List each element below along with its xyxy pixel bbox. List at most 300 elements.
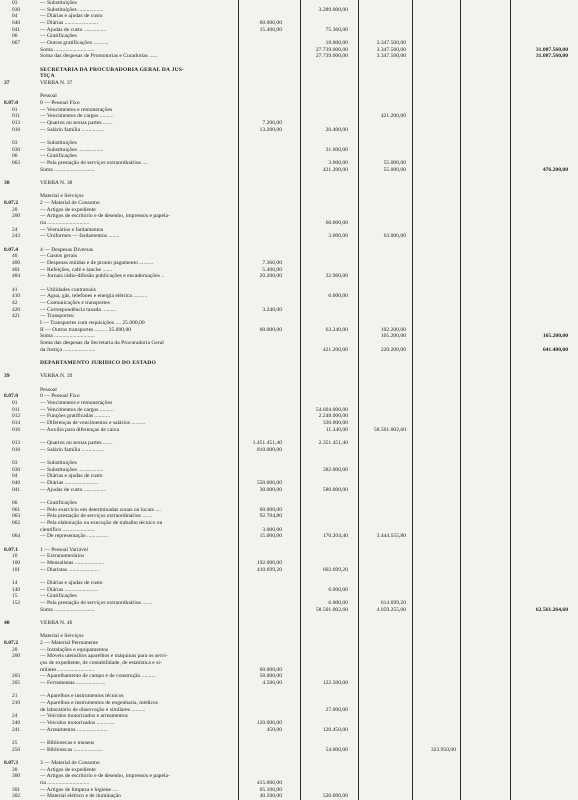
table-row <box>0 180 578 187</box>
amount-subtotal: 75.360,00 <box>325 26 348 33</box>
table-row <box>0 613 578 620</box>
item-description: — Ferramentas ..................... <box>40 680 106 686</box>
item-number: 030 <box>12 466 21 473</box>
table-row <box>0 427 578 434</box>
table-row <box>0 467 578 474</box>
table-row <box>0 647 578 654</box>
table-row <box>0 653 578 660</box>
table-row <box>0 7 578 14</box>
table-row <box>0 620 578 627</box>
amount-total: 614.699,20 <box>380 600 406 606</box>
amount-total: 3.347.500,00 <box>376 40 406 46</box>
item-number: 030 <box>12 146 21 153</box>
table-row <box>0 473 578 480</box>
item-description: — Gratificações <box>40 33 77 40</box>
item-description: — Vencimentos de cargos .......... <box>40 406 114 413</box>
table-row <box>0 260 578 267</box>
table-row <box>0 487 578 494</box>
item-description: VERBA N. 40 <box>40 620 73 626</box>
amount-grand: 62.561.264,60 <box>535 606 568 613</box>
item-description: — Diárias ........................ <box>40 480 99 486</box>
table-row <box>0 553 578 560</box>
item-description: Soma ............................. <box>40 333 95 340</box>
table-row <box>0 107 578 114</box>
item-description: Soma ............................. <box>40 46 95 53</box>
amount-detail: 3.240,00 <box>262 306 282 313</box>
item-number: 41 <box>12 286 18 293</box>
item-description: — Substituições <box>40 0 77 6</box>
item-description: — Diferenças de vencimentos e salários .......... <box>40 420 146 426</box>
item-number: 100 <box>12 560 21 566</box>
amount-detail: 13.200,00 <box>259 126 282 133</box>
table-row <box>0 127 578 134</box>
item-description: Material e Serviços <box>40 633 84 640</box>
amount-total: 3.347.560,00 <box>376 46 406 53</box>
table-row <box>0 207 578 214</box>
item-description: — Arreamentos ...................... <box>40 726 108 733</box>
item-description: — Substituições .................. <box>40 6 104 13</box>
table-row <box>0 160 578 167</box>
table-row <box>0 240 578 247</box>
amount-subtotal: 330.000,00 <box>322 420 348 426</box>
table-row <box>0 540 578 547</box>
item-description: — Diárias e ajudas de custo <box>40 13 103 20</box>
table-row <box>0 380 578 387</box>
table-row <box>0 33 578 40</box>
amount-subtotal: 6.000,00 <box>328 600 348 606</box>
item-description: da Justiça ....................... <box>40 346 96 353</box>
table-row <box>0 0 578 7</box>
item-number: 016 <box>12 426 21 433</box>
item-description: Soma ............................. <box>40 606 95 613</box>
table-row <box>0 153 578 160</box>
amount-total: 4.059.255,00 <box>376 606 406 613</box>
amount-subtotal: 170.204,40 <box>322 533 348 540</box>
table-row <box>0 227 578 234</box>
item-number: 240 <box>12 720 21 726</box>
table-row <box>0 393 578 400</box>
table-row <box>0 580 578 587</box>
table-row <box>0 300 578 307</box>
item-description: I — Transportes com requisições .... 25.000,00 <box>40 320 145 326</box>
amount-total: 55.000,00 <box>383 160 406 166</box>
amount-total: 165.200,00 <box>380 333 406 340</box>
amount-subtotal: 31.600,00 <box>325 146 348 153</box>
amount-subtotal: 2.248.000,00 <box>318 413 348 420</box>
table-row <box>0 100 578 107</box>
item-number: 064 <box>12 533 21 540</box>
verba-code: 8.07.0 <box>4 393 18 400</box>
amount-subtotal: 421.200,00 <box>322 346 348 353</box>
table-row <box>0 40 578 47</box>
table-row <box>0 253 578 260</box>
item-number: 421 <box>12 313 21 320</box>
item-description: científico ....................... <box>40 526 95 533</box>
item-number: 30 <box>12 766 18 773</box>
table-row <box>0 433 578 440</box>
item-description: — Aparelhos e instrumentos técnicos <box>40 693 124 700</box>
item-number: 42 <box>12 300 18 306</box>
item-description: — Correspondência taxada .......... <box>40 306 117 313</box>
item-description: — Aparelhos e instrumentos de engenharia, médicos <box>40 700 158 706</box>
table-row <box>0 360 578 367</box>
table-row <box>0 507 578 514</box>
table-row <box>0 753 578 760</box>
table-row <box>0 600 578 607</box>
item-number: 10 <box>12 553 18 560</box>
item-number: 03 <box>12 460 18 466</box>
amount-subtotal: 63.240,00 <box>325 326 348 333</box>
item-description: — Gastos gerais <box>40 253 77 260</box>
table-row <box>0 787 578 794</box>
amount-subtotal: 382.000,00 <box>322 466 348 473</box>
item-description: — Funções gratificadas ........... <box>40 413 110 420</box>
item-number: 200 <box>12 653 21 660</box>
table-row <box>0 700 578 707</box>
amount-subtotal: 58.501.002,60 <box>315 606 348 613</box>
verba-code: 37 <box>4 80 10 86</box>
item-number: 300 <box>12 773 21 780</box>
amount-detail: 550.000,00 <box>256 480 282 486</box>
table-row <box>0 387 578 394</box>
item-number: 101 <box>12 566 21 573</box>
item-number: 06 <box>12 500 18 506</box>
verba-code: 8.07.2 <box>4 640 18 646</box>
item-number: 062 <box>12 520 21 526</box>
item-description: — Refeições, café e lanche ....... <box>40 266 113 273</box>
item-number: 15 <box>12 593 18 600</box>
table-row <box>0 340 578 347</box>
item-description: — Jornais rádio-difusão publicações e encadernações .. <box>40 273 164 280</box>
amount-group: 323.950,00 <box>430 746 456 753</box>
table-row <box>0 247 578 254</box>
item-number: 25 <box>12 740 18 746</box>
table-row <box>0 20 578 27</box>
table-row <box>0 353 578 360</box>
item-number: 01 <box>12 106 18 113</box>
table-row <box>0 733 578 740</box>
item-description: — Mensalistas ..................... <box>40 560 105 566</box>
item-description: — Gratificações <box>40 500 77 506</box>
item-description: — Substituições <box>40 460 77 466</box>
item-number: 243 <box>12 233 21 240</box>
item-description: TIÇA <box>40 73 55 80</box>
amount-total: 55.000,00 <box>383 166 406 173</box>
table-row <box>0 200 578 207</box>
amount-total: 421.200,00 <box>380 113 406 120</box>
verba-code: 8.07.2 <box>4 200 18 206</box>
item-description: SECRETARIA DA PROCURADORIA GERAL DA JUS- <box>40 66 185 73</box>
table-row <box>0 480 578 487</box>
item-number: 04 <box>12 13 18 20</box>
item-number: 013 <box>12 120 21 126</box>
item-description: DEPARTAMENTO JURÍDICO DO ESTADO <box>40 360 157 366</box>
table-row <box>0 460 578 467</box>
item-number: 24 <box>12 713 18 720</box>
table-row <box>0 47 578 54</box>
amount-subtotal: 27.000,00 <box>325 706 348 713</box>
item-number: 041 <box>12 26 21 33</box>
table-row <box>0 320 578 327</box>
table-row <box>0 267 578 274</box>
table-row <box>0 327 578 334</box>
item-number: 420 <box>12 306 21 313</box>
table-row <box>0 740 578 747</box>
item-number: 302 <box>12 793 21 800</box>
amount-subtotal: 27.739.000,00 <box>315 46 348 53</box>
amount-detail: 30.000,00 <box>259 486 282 493</box>
amount-detail: 60.000,00 <box>259 666 282 673</box>
table-row <box>0 533 578 540</box>
amount-subtotal: 602.699,20 <box>322 566 348 573</box>
table-row <box>0 707 578 714</box>
amount-detail: 5.400,00 <box>262 266 282 273</box>
item-description: — Bibliotecas e museus <box>40 740 95 746</box>
item-description: de laboratório de observação e similares .......... <box>40 706 146 713</box>
table-row <box>0 373 578 380</box>
table-row <box>0 780 578 787</box>
amount-detail: 450,00 <box>266 726 282 733</box>
table-row <box>0 413 578 420</box>
item-number: 203 <box>12 673 21 680</box>
item-description: 1 — Pessoal Variável <box>40 546 88 553</box>
amount-subtotal: 3.289.000,00 <box>318 6 348 13</box>
verba-code: 8.07.3 <box>4 760 18 766</box>
item-description: 4 — Despesas Diversas <box>40 246 93 253</box>
table-row <box>0 687 578 694</box>
amount-subtotal: 54.000,00 <box>325 746 348 753</box>
item-number: 018 <box>12 126 21 133</box>
table-row <box>0 720 578 727</box>
item-number: 013 <box>12 440 21 446</box>
item-description: — Água, gás, telefones e energia elétrica .......... <box>40 293 148 300</box>
item-description: II — Outros transportes ......... 35.000,00 <box>40 326 132 333</box>
amount-detail: 415.000,00 <box>256 780 282 786</box>
amount-detail: 3.000,00 <box>262 526 282 533</box>
table-row <box>0 727 578 734</box>
table-row <box>0 173 578 180</box>
table-row <box>0 93 578 100</box>
table-row <box>0 147 578 154</box>
item-description: Pessoal <box>40 386 57 393</box>
table-row <box>0 667 578 674</box>
table-row <box>0 87 578 94</box>
amount-subtotal: 27.739.000,00 <box>315 53 348 60</box>
item-number: 040 <box>12 480 21 486</box>
amount-detail: 20.200,00 <box>259 273 282 280</box>
table-row <box>0 513 578 520</box>
table-row <box>0 113 578 120</box>
amount-total: 102.200,00 <box>380 326 406 333</box>
table-row <box>0 13 578 20</box>
amount-total: 58.501.002,60 <box>373 426 406 433</box>
item-description: — Substituições .................. <box>40 146 104 153</box>
item-number: 03 <box>12 0 18 6</box>
table-row <box>0 560 578 567</box>
item-number: 061 <box>12 506 21 513</box>
item-number: 014 <box>12 420 21 426</box>
amount-detail: 15.400,00 <box>259 26 282 33</box>
item-description: — Artigos de escritório e de desenho, impressos e papela- <box>40 213 170 220</box>
item-description: VERBA N. 37 <box>40 80 73 86</box>
amount-grand: 476.200,00 <box>542 166 568 173</box>
verba-code: 38 <box>4 180 10 186</box>
item-description: — Artigos de expediente <box>40 206 96 213</box>
amount-subtotal: 120.450,00 <box>322 726 348 733</box>
item-description: Pessoal <box>40 93 57 100</box>
table-row <box>0 287 578 294</box>
item-description: — Quartos ou sextas partes ....... <box>40 120 113 126</box>
verba-code: 8.07.4 <box>4 246 18 253</box>
item-description: — Pela prestação de serviços extraordinários .... <box>40 160 148 166</box>
item-description: VERBA N. 38 <box>40 180 73 186</box>
item-description: 2 — Material Permanente <box>40 640 98 646</box>
table-row <box>0 607 578 614</box>
table-row <box>0 680 578 687</box>
amount-subtotal: 520.600,00 <box>322 793 348 800</box>
table-row <box>0 793 578 800</box>
item-description: — Ajudas de custo ................ <box>40 26 107 33</box>
amount-detail: 60.000,00 <box>259 20 282 26</box>
table-row <box>0 333 578 340</box>
item-description: — Transportes: <box>40 313 75 320</box>
item-description: Soma ............................. <box>40 166 95 173</box>
amount-total: 63.000,00 <box>383 233 406 240</box>
item-number: 04 <box>12 473 18 480</box>
item-description: VERBA N. 39 <box>40 373 73 380</box>
table-row <box>0 187 578 194</box>
item-number: 404 <box>12 273 21 280</box>
amount-subtotal: 6.000,00 <box>328 293 348 300</box>
table-row <box>0 693 578 700</box>
table-row <box>0 773 578 780</box>
item-description: — Pelo exercício em determinadas zonas ou locais .... <box>40 506 161 513</box>
table-row <box>0 273 578 280</box>
item-number: 40 <box>12 253 18 260</box>
item-description: — Diárias e ajudas de custo <box>40 580 103 586</box>
item-description: — Uniformes — fardamentos ........ <box>40 233 120 240</box>
table-row <box>0 27 578 34</box>
amount-subtotal: 32.960,00 <box>325 273 348 280</box>
amount-detail: 120.000,00 <box>256 720 282 726</box>
amount-total: 220.200,00 <box>380 346 406 353</box>
item-description: — Ajudas de custo ................ <box>40 486 107 493</box>
item-number: 241 <box>12 726 21 733</box>
item-description: — Veículos motorizados ............. <box>40 720 115 726</box>
verba-code: 39 <box>4 373 10 380</box>
table-row <box>0 213 578 220</box>
item-description: — Auxílio para diferenças de caixa <box>40 426 120 433</box>
amount-detail: 7.360,00 <box>262 260 282 266</box>
item-description: 0 — Pessoal Fixo <box>40 100 80 106</box>
amount-grand: 165.200,00 <box>542 333 568 340</box>
item-number: 011 <box>12 113 20 120</box>
item-description: — Utilidades contratuais <box>40 286 96 293</box>
item-description: — Instalações e equipamentos <box>40 646 109 653</box>
table-row <box>0 67 578 74</box>
amount-detail: 4.500,00 <box>262 680 282 686</box>
amount-grand: 641.400,00 <box>542 346 568 353</box>
verba-code: 8.07.1 <box>4 546 18 553</box>
item-description: — Vestuários e fardamentos <box>40 226 104 233</box>
item-description: — Despesas miúdas e de pronto pagamento .......... <box>40 260 154 266</box>
item-number: 041 <box>12 486 21 493</box>
item-number: 200 <box>12 213 21 220</box>
item-number: 210 <box>12 700 21 706</box>
item-description: Soma das despesas de Promotorias e Curadorias ...... <box>40 53 158 60</box>
item-description: — Salário família ................ <box>40 126 104 133</box>
item-number: 030 <box>12 6 21 13</box>
table-row <box>0 493 578 500</box>
item-number: 063 <box>12 513 21 520</box>
item-description: — Aparelhamento de campo e de construção .......... <box>40 673 156 680</box>
table-row <box>0 567 578 574</box>
item-description: — Artigos de escritório e de desenho, impressos e papela- <box>40 773 170 780</box>
item-description: — Salário família ................ <box>40 446 104 453</box>
item-description: — Artigos de limpeza e higiene .... <box>40 786 118 793</box>
amount-total: 3.444.555,80 <box>376 533 406 540</box>
item-number: 410 <box>12 293 21 300</box>
item-description: — Artigos de expediente <box>40 766 96 773</box>
item-description: — Substituições .................. <box>40 466 104 473</box>
amount-detail: 15.000,00 <box>259 533 282 540</box>
table-row <box>0 347 578 354</box>
amount-detail: 40.500,00 <box>259 793 282 800</box>
amount-detail: 60.000,00 <box>259 326 282 333</box>
amount-detail: 1.451.451,40 <box>252 440 282 446</box>
item-description: — Extranumerários <box>40 553 85 560</box>
table-row <box>0 520 578 527</box>
item-number: 301 <box>12 786 21 793</box>
item-number: 400 <box>12 260 21 266</box>
amount-subtotal: 2.351.451,40 <box>318 440 348 446</box>
item-description: 2 — Material de Consumo <box>40 200 100 206</box>
amount-detail: 65.100,00 <box>259 786 282 793</box>
amount-subtotal: 60.000,00 <box>325 220 348 226</box>
table-row <box>0 80 578 87</box>
amount-detail: 92.704,80 <box>259 513 282 520</box>
table-row <box>0 307 578 314</box>
table-row <box>0 573 578 580</box>
table-row <box>0 280 578 287</box>
item-description: milares .......................... <box>40 666 95 673</box>
table-row <box>0 440 578 447</box>
item-number: 06 <box>12 33 18 40</box>
item-number: 040 <box>12 20 21 26</box>
table-row <box>0 500 578 507</box>
item-number: 20 <box>12 646 18 653</box>
item-description: — Pela elaboração ou execução de trabalho técnico ou <box>40 520 163 526</box>
item-description: — Diárias e ajudas de custo <box>40 473 103 480</box>
amount-detail: 7.200,00 <box>262 120 282 126</box>
amount-grand: 31.087.560,00 <box>535 53 568 60</box>
item-description: Material e Serviços <box>40 193 84 200</box>
amount-detail: 192.000,00 <box>256 560 282 566</box>
table-row <box>0 747 578 754</box>
table-row <box>0 233 578 240</box>
table-row <box>0 133 578 140</box>
table-row <box>0 547 578 554</box>
item-number: 067 <box>12 40 21 46</box>
table-row <box>0 627 578 634</box>
table-row <box>0 760 578 767</box>
item-number: 14 <box>12 580 18 586</box>
item-description: — De representação ............... <box>40 533 109 540</box>
table-row <box>0 60 578 67</box>
amount-total: 3.347.560,00 <box>376 53 406 60</box>
item-description: — Diárias ........................ <box>40 20 99 26</box>
table-row <box>0 220 578 227</box>
